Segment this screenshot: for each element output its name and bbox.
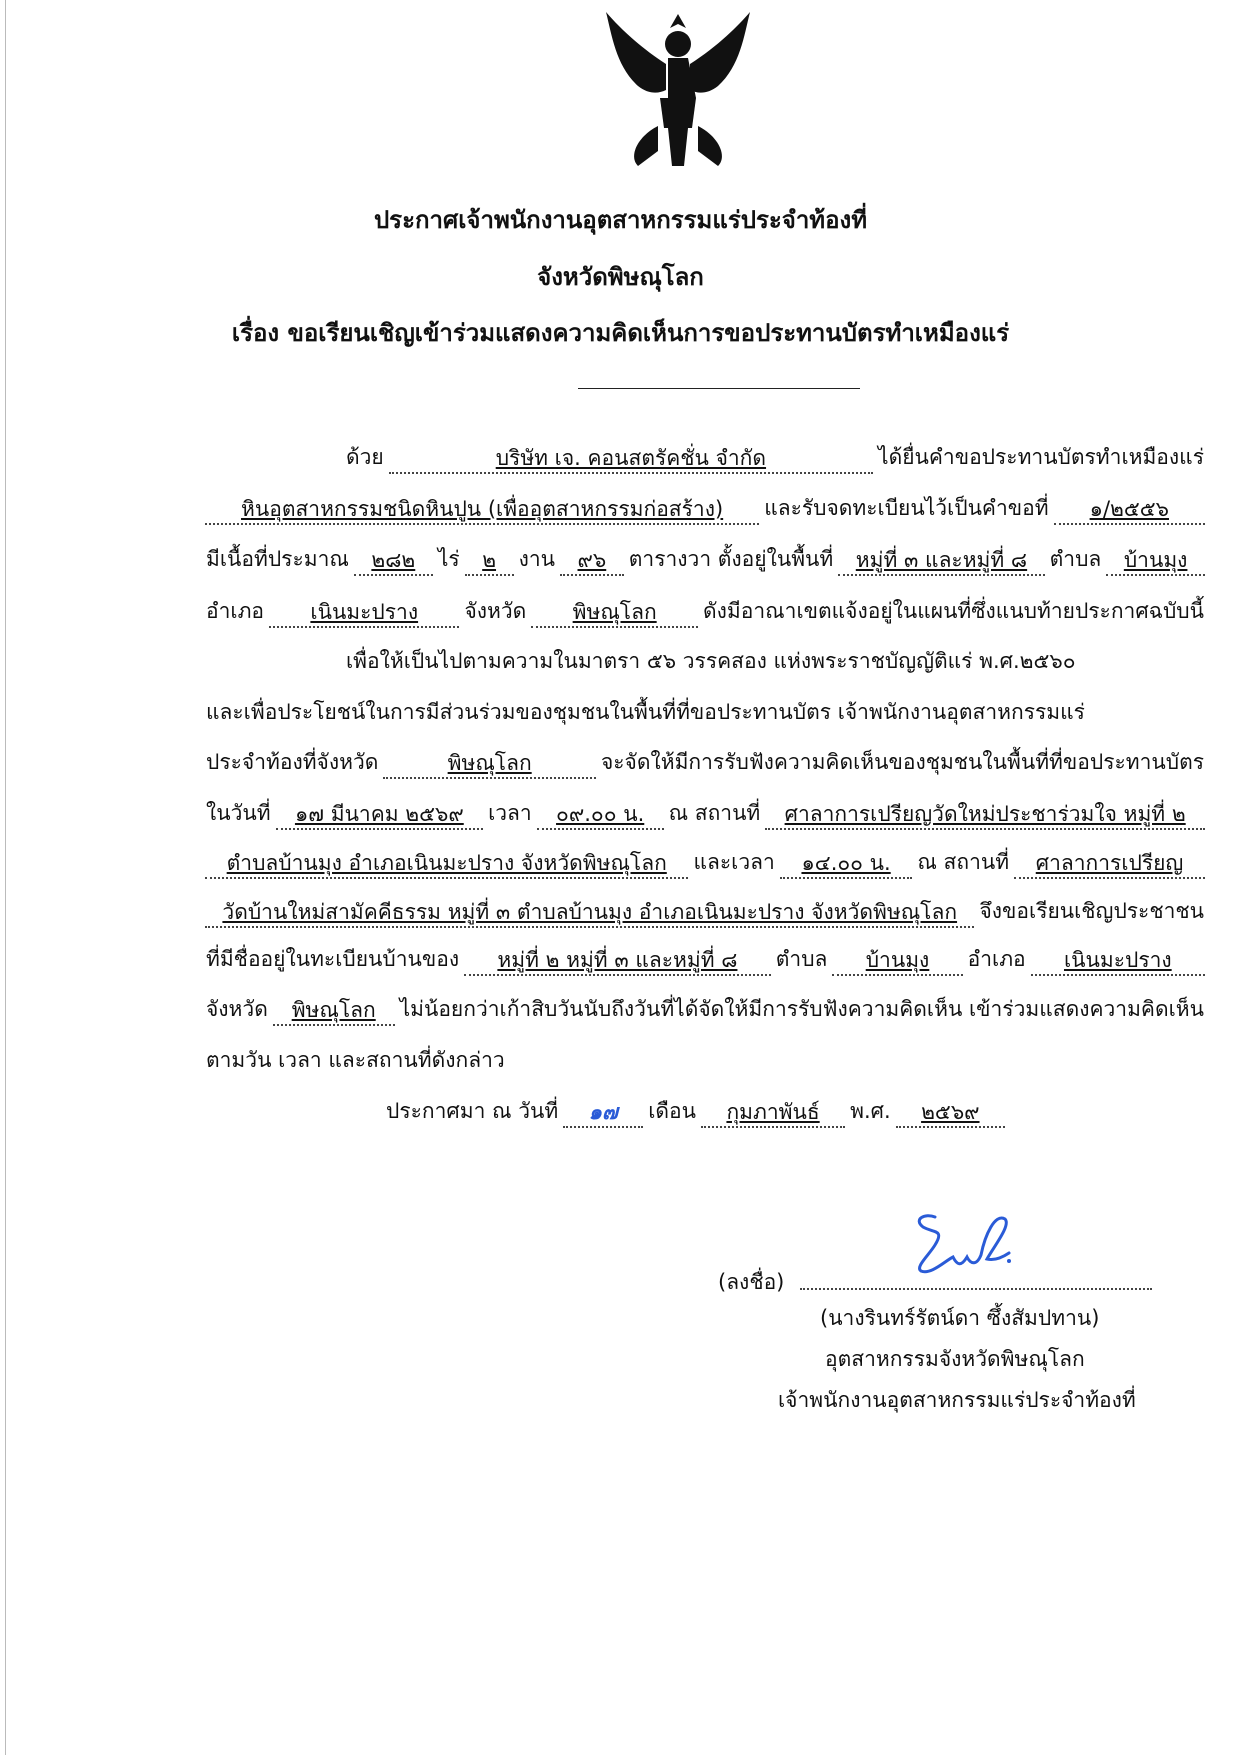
- filled-value: ศาลาการเปรียญวัดใหม่ประชาร่วมใจ หมู่ที่ ๒: [784, 802, 1186, 826]
- body-text: และเวลา: [693, 850, 775, 874]
- filled-field: [205, 495, 759, 525]
- body-text: ประกาศมา ณ วันที่: [386, 1099, 559, 1123]
- title-line-2: จังหวัดพิษณุโลก: [537, 263, 704, 291]
- filled-value: บ้านมุง: [1123, 548, 1188, 572]
- body-text: อำเภอ: [206, 599, 265, 623]
- filled-value: พิษณุโลก: [291, 998, 376, 1022]
- body-text: จังหวัด: [464, 599, 527, 623]
- body-text: จะจัดให้มีการรับฟังความคิดเห็นของชุมชนในพื้นที่ที่ขอประทานบัตร: [600, 750, 1204, 774]
- body-text: จังหวัด: [206, 997, 268, 1021]
- filled-field: [832, 946, 962, 976]
- signatory-name: (นางรินทร์รัตน์ดา ซึ้งสัมปทาน): [820, 1306, 1100, 1330]
- filled-field: [465, 546, 514, 576]
- body-text: ได้ยื่นคำขอประทานบัตรทำเหมืองแร่: [878, 445, 1204, 469]
- body-line: [205, 894, 1205, 928]
- filled-value: ๑๗: [588, 1100, 618, 1124]
- filled-value: ๑/๒๕๕๖: [1089, 497, 1169, 521]
- body-text: ไม่น้อยกว่าเก้าสิบวันนับถึงวันที่ได้จัดให้มีการรับฟังความคิดเห็น เข้าร่วมแสดงความคิดเห็น: [399, 997, 1204, 1021]
- filled-field: [273, 996, 395, 1026]
- body-text: ดังมีอาณาเขตแจ้งอยู่ในแผนที่ซึ่งแนบท้ายประกาศฉบับนี้: [703, 599, 1204, 623]
- filled-value: ๙๖: [577, 548, 607, 572]
- body-line: [205, 992, 1205, 1026]
- filled-field: [896, 1098, 1005, 1128]
- filled-value: กุมภาพันธ์: [726, 1100, 820, 1124]
- signatory-role: เจ้าพนักงานอุตสาหกรรมแร่ประจำท้องที่: [778, 1388, 1136, 1412]
- body-line: [205, 796, 1205, 830]
- filled-field: [1014, 849, 1205, 879]
- filled-field: [354, 546, 433, 576]
- announcement-date-line: [385, 1094, 1005, 1128]
- filled-field: [780, 849, 913, 879]
- title-subject: เรื่อง ขอเรียนเชิญเข้าร่วมแสดงความคิดเห็นการขอประทานบัตรทำเหมืองแร่: [231, 319, 1010, 347]
- body-text: ตามวัน เวลา และสถานที่ดังกล่าว: [206, 1048, 505, 1072]
- filled-field: [701, 1098, 845, 1128]
- filled-field: [531, 598, 698, 628]
- filled-field: [269, 598, 459, 628]
- body-text: ณ สถานที่: [917, 850, 1010, 874]
- body-text: อำเภอ: [967, 947, 1026, 971]
- body-line: [205, 845, 1205, 879]
- body-line: [345, 644, 1205, 678]
- filled-field: [560, 546, 624, 576]
- filled-value: หมู่ที่ ๓ และหมู่ที่ ๘: [855, 548, 1028, 572]
- signature-line: [800, 1288, 1152, 1290]
- body-text: เวลา: [488, 801, 532, 825]
- filled-field: [276, 800, 483, 830]
- body-line: [205, 491, 1205, 525]
- filled-value: ๒: [482, 548, 497, 572]
- filled-field: [1031, 946, 1205, 976]
- body-text: ประจำท้องที่จังหวัด: [206, 750, 379, 774]
- filled-value: ๒๕๖๙: [921, 1100, 980, 1124]
- filled-value: ๑๔.๐๐ น.: [801, 851, 891, 875]
- filled-value: ศาลาการเปรียญ: [1035, 851, 1184, 875]
- signatory-position: อุตสาหกรรมจังหวัดพิษณุโลก: [825, 1347, 1085, 1371]
- filled-field: [838, 546, 1044, 576]
- body-text: พ.ศ.: [850, 1099, 891, 1123]
- filled-field: [765, 800, 1205, 830]
- filled-value: ตำบลบ้านมุง อำเภอเนินมะปราง จังหวัดพิษณุโลก: [226, 851, 667, 875]
- filled-field: [205, 849, 688, 879]
- body-line: [205, 942, 1205, 976]
- signature-label: (ลงชื่อ): [718, 1270, 785, 1294]
- body-text: ตารางวา ตั้งอยู่ในพื้นที่: [628, 547, 834, 571]
- filled-field: [563, 1098, 643, 1128]
- garuda-emblem: [598, 6, 758, 171]
- title-line-1: ประกาศเจ้าพนักงานอุตสาหกรรมแร่ประจำท้องที่: [373, 206, 868, 234]
- body-line: [205, 594, 1205, 628]
- filled-value: วัดบ้านใหม่สามัคคีธรรม หมู่ที่ ๓ ตำบลบ้านมุง อำเภอเนินมะปราง จังหวัดพิษณุโลก: [222, 900, 958, 924]
- filled-value: พิษณุโลก: [447, 751, 532, 775]
- handwritten-signature: [905, 1205, 1015, 1285]
- filled-field: [1106, 546, 1205, 576]
- filled-value: หินอุตสาหกรรมชนิดหินปูน (เพื่ออุตสาหกรรมก่อสร้าง): [241, 497, 724, 521]
- filled-value: บ้านมุง: [865, 948, 930, 972]
- title-divider: [578, 388, 860, 389]
- body-line: [345, 440, 1205, 474]
- filled-field: [383, 749, 596, 779]
- filled-field: [205, 898, 974, 928]
- filled-value: ๐๙.๐๐ น.: [556, 802, 645, 826]
- body-text: ตำบล: [775, 947, 828, 971]
- body-text: ตำบล: [1049, 547, 1102, 571]
- body-text: ที่มีชื่ออยู่ในทะเบียนบ้านของ: [206, 947, 460, 971]
- filled-value: ๑๗ มีนาคม ๒๕๖๙: [294, 802, 464, 826]
- body-text: มีเนื้อที่ประมาณ: [206, 547, 349, 571]
- body-text: ไร่: [437, 547, 460, 571]
- filled-field: [1054, 495, 1205, 525]
- body-line: [205, 745, 1205, 779]
- body-text: ณ สถานที่: [668, 801, 761, 825]
- body-text: ด้วย: [346, 445, 384, 469]
- body-line: [205, 1043, 1205, 1077]
- body-text: จึงขอเรียนเชิญประชาชน: [979, 899, 1204, 923]
- body-text: เพื่อให้เป็นไปตามความในมาตรา ๕๖ วรรคสอง แห่งพระราชบัญญัติแร่ พ.ศ.๒๕๖๐: [346, 649, 1076, 673]
- body-line: [205, 695, 1205, 729]
- filled-value: เนินมะปราง: [310, 600, 419, 624]
- body-text: ในวันที่: [206, 801, 271, 825]
- filled-field: [389, 444, 873, 474]
- filled-field: [464, 946, 771, 976]
- body-text: และรับจดทะเบียนไว้เป็นคำขอที่: [764, 496, 1049, 520]
- filled-value: บริษัท เจ. คอนสตรัคชั่น จำกัด: [495, 446, 767, 470]
- filled-field: [537, 800, 664, 830]
- filled-value: เนินมะปราง: [1063, 948, 1172, 972]
- body-text: เดือน: [648, 1099, 696, 1123]
- body-line: [205, 542, 1205, 576]
- body-text: และเพื่อประโยชน์ในการมีส่วนร่วมของชุมชนในพื้นที่ที่ขอประทานบัตร เจ้าพนักงานอุตสาหกรรมแร่: [206, 700, 1085, 724]
- filled-value: ๒๘๒: [371, 548, 416, 572]
- filled-value: หมู่ที่ ๒ หมู่ที่ ๓ และหมู่ที่ ๘: [497, 948, 738, 972]
- filled-value: พิษณุโลก: [572, 600, 657, 624]
- body-text: งาน: [518, 547, 555, 571]
